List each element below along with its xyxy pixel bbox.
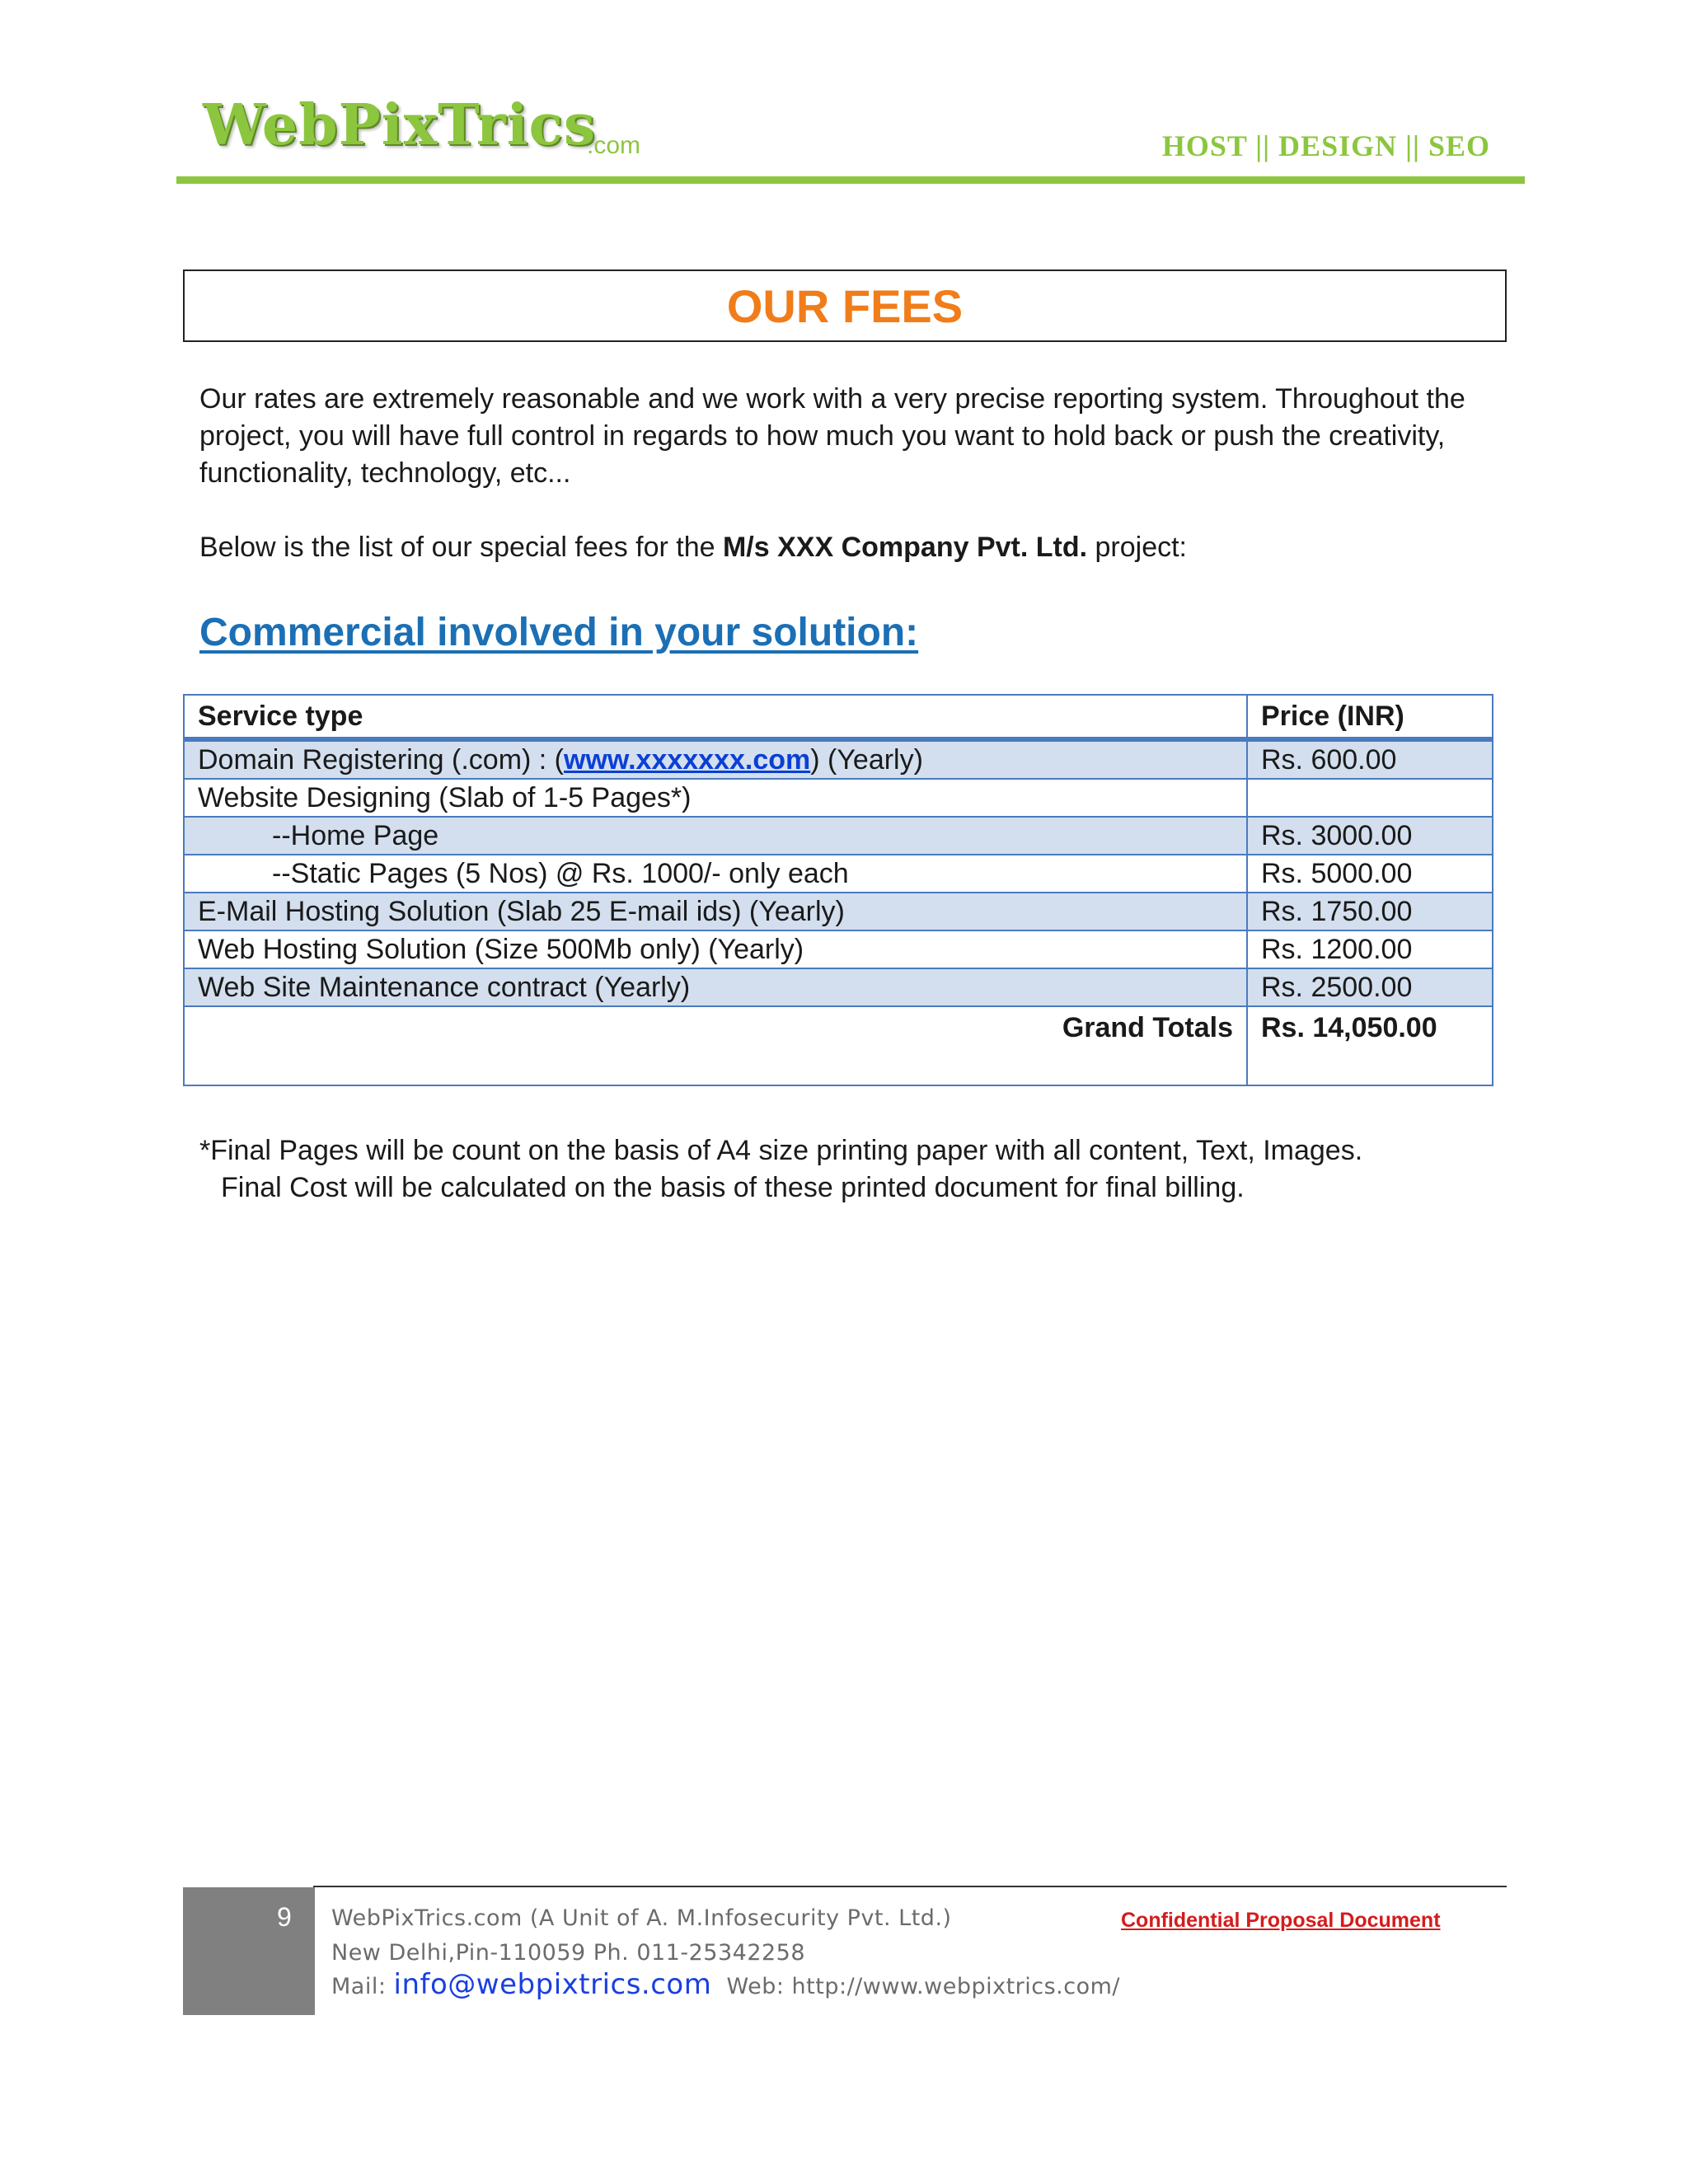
footer-contact (331, 1968, 1120, 2001)
domain-prefix: Domain Registering (.com) : ( (198, 743, 565, 776)
service-cell: Web Hosting Solution (Size 500Mb only) (Yearly) (184, 930, 1247, 968)
service-cell: --Home Page (184, 817, 1247, 855)
fees-table (183, 694, 1493, 1086)
table-row (184, 893, 1493, 930)
page-title: OUR FEES (726, 279, 964, 332)
footer-company: WebPixTrics.com (A Unit of A. M.Infosecurity Pvt. Ltd.) (331, 1905, 952, 1931)
page-number-block (183, 1887, 315, 2015)
table-row (184, 817, 1493, 855)
service-cell (184, 739, 1247, 779)
mail-label: Mail: (331, 1974, 394, 1999)
footer-address: New Delhi,Pin-110059 Ph. 011-25342258 (331, 1940, 806, 1966)
footer-email-link[interactable]: info@webpixtrics.com (393, 1968, 712, 2001)
header-tagline: HOST || DESIGN || SEO (1161, 129, 1490, 162)
list-intro-after: project: (1087, 532, 1188, 563)
page-title-box (183, 269, 1507, 342)
logo-suffix: .com (587, 132, 641, 159)
grand-total-label: Grand Totals (184, 1006, 1247, 1085)
company-logo: WebPixTrics (203, 92, 597, 158)
domain-link[interactable]: www.xxxxxxx.com (564, 743, 811, 776)
list-intro-before: Below is the list of our special fees for the (199, 532, 723, 563)
table-row (184, 779, 1493, 817)
domain-suffix: ) (Yearly) (810, 743, 923, 776)
footnote-line-2: Final Cost will be calculated on the basis of these printed document for final billing. (221, 1172, 1245, 1203)
price-cell (1247, 779, 1493, 817)
grand-total-row (184, 1006, 1493, 1085)
grand-total-value: Rs. 14,050.00 (1247, 1006, 1493, 1085)
table-row (184, 739, 1493, 779)
service-cell: Website Designing (Slab of 1-5 Pages*) (184, 779, 1247, 817)
header-service-type: Service type (184, 695, 1247, 739)
confidential-label: Confidential Proposal Document (1121, 1909, 1441, 1932)
list-intro (199, 529, 1493, 566)
price-cell: Rs. 2500.00 (1247, 968, 1493, 1006)
table-row (184, 855, 1493, 893)
table-row (184, 968, 1493, 1006)
price-cell: Rs. 5000.00 (1247, 855, 1493, 893)
price-cell: Rs. 600.00 (1247, 739, 1493, 779)
price-cell: Rs. 1200.00 (1247, 930, 1493, 968)
footnote (199, 1132, 1362, 1207)
price-cell: Rs. 3000.00 (1247, 817, 1493, 855)
footer-divider (313, 1886, 1507, 1887)
service-cell: E-Mail Hosting Solution (Slab 25 E-mail ids) (Yearly) (184, 893, 1247, 930)
table-header-row (184, 695, 1493, 739)
header-divider (176, 176, 1525, 184)
page-number: 9 (277, 1902, 292, 1932)
footnote-line-1: *Final Pages will be count on the basis of A4 size printing paper with all content, Text, Images. (199, 1135, 1363, 1166)
intro-paragraph: Our rates are extremely reasonable and we work with a very precise reporting system. Throughout the project, you will have full control in regards to how much you want to hold back or push the creativity, functionality, technology, etc... (199, 383, 1465, 489)
service-cell: Web Site Maintenance contract (Yearly) (184, 968, 1247, 1006)
client-company-name: M/s XXX Company Pvt. Ltd. (722, 532, 1088, 563)
price-cell: Rs. 1750.00 (1247, 893, 1493, 930)
service-cell: --Static Pages (5 Nos) @ Rs. 1000/- only each (184, 855, 1247, 893)
commercial-subheading: Commercial involved in your solution: (199, 611, 919, 654)
footer-web: Web: http://www.webpixtrics.com/ (726, 1974, 1121, 1999)
table-row (184, 930, 1493, 968)
header-price: Price (INR) (1247, 695, 1493, 739)
